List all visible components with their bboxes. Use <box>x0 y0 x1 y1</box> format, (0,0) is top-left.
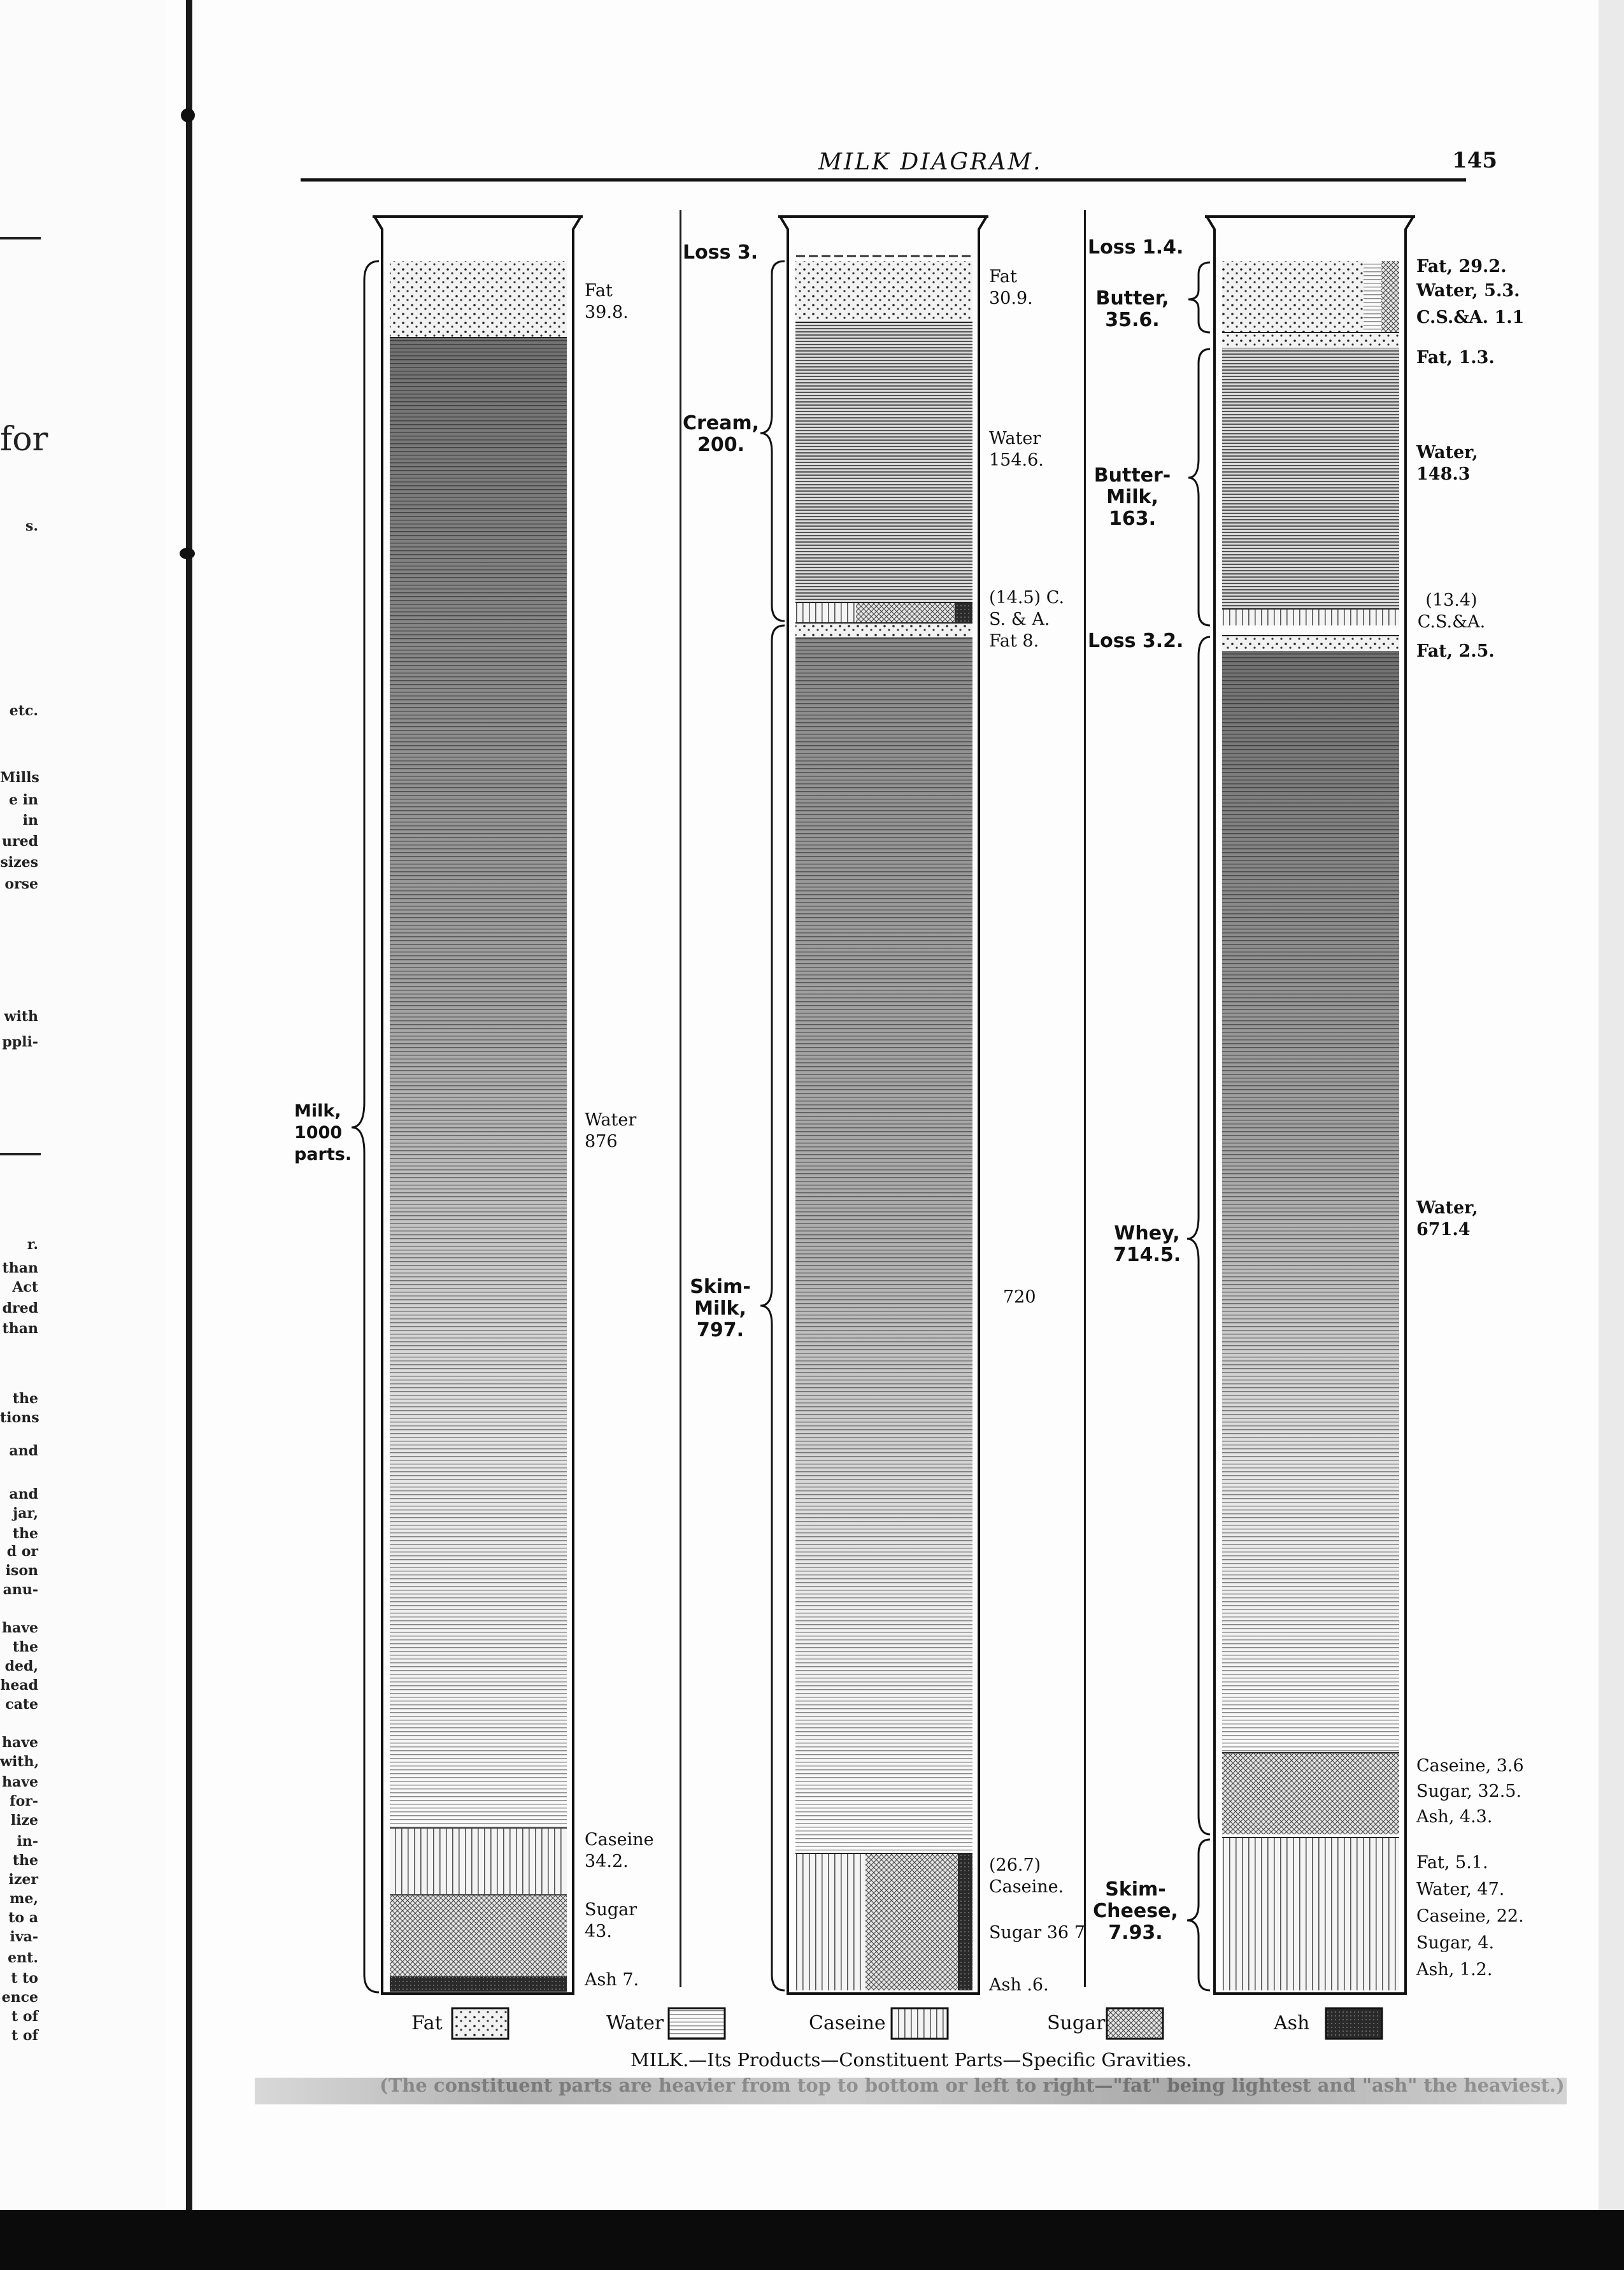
margin-text-fragment: s. <box>25 518 38 534</box>
scan-bottom-edge <box>0 2210 1624 2270</box>
legend-water-swatch <box>669 2008 725 2039</box>
milk-group-label: Milk, 1000 parts. <box>294 1101 352 1164</box>
skimcheese-ash-label: Ash, 1.2. <box>1416 1960 1493 1980</box>
butter-water-layer <box>1364 261 1381 332</box>
skimcheese-caseine-label: Caseine, 22. <box>1416 1906 1524 1926</box>
margin-text-fragment: for <box>0 420 48 459</box>
margin-text-fragment: t to <box>11 1970 38 1987</box>
margin-text-fragment: the <box>12 1639 38 1655</box>
margin-text-fragment: orse <box>4 876 38 892</box>
skim-fat-layer <box>795 623 972 637</box>
margin-text-fragment: lize <box>10 1812 38 1829</box>
legend-caseine-label: Caseine <box>809 2012 886 2034</box>
butter-fat-layer <box>1222 261 1364 332</box>
margin-text-fragment: ent. <box>8 1950 38 1966</box>
margin-text-fragment: me, <box>10 1890 38 1907</box>
margin-text-fragment: d or <box>6 1543 38 1560</box>
whey-brace <box>1187 637 1210 1834</box>
skim-group-label: Skim-Milk, 797. <box>690 1276 751 1341</box>
cream-ash-layer <box>955 603 972 623</box>
butter-csa-layer <box>1381 261 1399 332</box>
margin-text-fragment: anu- <box>3 1581 38 1598</box>
margin-text-fragment: e in <box>8 792 38 808</box>
milk-fat-layer <box>390 261 567 338</box>
buttermilk-fat-label: Fat, 1.3. <box>1416 348 1495 368</box>
margin-text-fragment: and <box>9 1486 38 1503</box>
margin-text-fragment: than <box>2 1260 38 1276</box>
butter-group-label: Butter, 35.6. <box>1095 287 1169 331</box>
whey-water-shading <box>1222 651 1399 1753</box>
margin-text-fragment: sizes <box>0 854 38 871</box>
buttermilk-water-layer <box>1222 348 1399 609</box>
butter-fat-label: Fat, 29.2. <box>1416 257 1507 276</box>
buttermilk-brace <box>1188 349 1210 625</box>
cream-fat-layer <box>795 261 972 322</box>
milk-water-label: Water 876 <box>585 1110 637 1152</box>
margin-text-fragment: cate <box>5 1696 38 1713</box>
buttermilk-water-label: Water, 148.3 <box>1416 443 1478 484</box>
cream-sugar-layer <box>856 603 955 623</box>
skim-water-shading <box>795 637 972 1853</box>
cream-csa-label: (14.5) C. S. & A. <box>989 588 1065 629</box>
margin-text-fragment: and <box>9 1443 38 1459</box>
margin-text-fragment: the <box>12 1525 38 1542</box>
skim-fat-label: Fat 8. <box>989 631 1039 651</box>
skim-caseine-label: (26.7) Caseine. <box>989 1855 1064 1897</box>
skimcheese-fat-label: Fat, 5.1. <box>1416 1853 1488 1873</box>
products-tube <box>1187 217 1415 1994</box>
margin-text-fragment: etc. <box>9 703 38 719</box>
skimcheese-group-label: Skim-Cheese, 7.93. <box>1093 1878 1178 1944</box>
cream-caseine-layer <box>795 603 856 623</box>
page-number: 145 <box>1452 148 1497 173</box>
skim-ash-label: Ash .6. <box>989 1975 1049 1995</box>
margin-text-fragment: dred <box>2 1300 38 1317</box>
margin-text-fragment: in- <box>17 1833 38 1850</box>
margin-text-fragment: have <box>1 1774 38 1790</box>
margin-text-fragment: ison <box>5 1562 38 1579</box>
milk-fat-label: Fat 39.8. <box>585 281 629 322</box>
skim-caseine-layer <box>795 1853 865 1990</box>
milk-sugar-label: Sugar 43. <box>585 1900 637 1941</box>
margin-text-fragment: ded, <box>4 1658 38 1674</box>
milk-caseine-label: Caseine 34.2. <box>585 1830 654 1871</box>
page-title: MILK DIAGRAM. <box>818 149 1043 175</box>
milk-ash-layer <box>390 1976 567 1992</box>
legend-water-label: Water <box>606 2012 664 2034</box>
milk-ash-label: Ash 7. <box>585 1970 639 1990</box>
legend-fat-swatch <box>452 2008 508 2039</box>
cream-water-label: Water 154.6. <box>989 429 1044 470</box>
skimcheese-water-label: Water, 47. <box>1416 1880 1505 1899</box>
margin-text-fragment: have <box>1 1734 38 1751</box>
butter-csa-label: C.S.&A. 1.1 <box>1416 308 1525 327</box>
whey-caseine-label: Caseine, 3.6 <box>1416 1756 1524 1776</box>
margin-text-fragment: have <box>1 1620 38 1636</box>
margin-text-fragment: t of <box>11 2008 38 2025</box>
margin-text-fragment: Mills <box>0 769 39 786</box>
buttermilk-loss-label: Loss 3.2. <box>1088 630 1184 652</box>
milk-caseine-layer <box>390 1828 567 1895</box>
margin-text-fragment: the <box>12 1852 38 1869</box>
margin-text-fragment: to a <box>8 1910 38 1926</box>
margin-text-fragment: in <box>22 812 38 829</box>
margin-text-fragment: ppli- <box>2 1034 38 1050</box>
legend-sugar-label: Sugar <box>1047 2012 1106 2034</box>
scan-artifact-bar <box>255 2078 1567 2104</box>
whey-fat-label: Fat, 2.5. <box>1416 641 1495 661</box>
cream-brace <box>760 261 785 621</box>
legend-fat-label: Fat <box>411 2012 443 2034</box>
milk-water-shading <box>390 338 567 1828</box>
buttermilk-csa-label: (13.4) C.S.&A. <box>1417 590 1486 632</box>
whey-fat-layer <box>1222 636 1399 651</box>
whey-group-label: Whey, 714.5. <box>1113 1222 1181 1266</box>
skim-ash-layer <box>958 1853 972 1990</box>
legend-sugar-swatch <box>1107 2008 1163 2039</box>
milk-brace <box>352 261 379 1992</box>
cream-skim-tube <box>760 217 988 1994</box>
margin-text-fragment: for- <box>10 1793 38 1810</box>
milk-tube <box>352 217 583 1994</box>
margin-text-fragment: with, <box>0 1753 39 1770</box>
margin-text-fragment: t of <box>11 2027 38 2044</box>
skimcheese-sugar-label: Sugar, 4. <box>1416 1933 1495 1953</box>
margin-text-fragment: the <box>12 1390 38 1407</box>
margin-text-fragment: tions <box>0 1410 39 1426</box>
whey-sugar-label: Sugar, 32.5. <box>1416 1781 1522 1801</box>
margin-text-fragment: Act <box>12 1279 38 1296</box>
margin-text-fragment: than <box>2 1320 38 1337</box>
whey-solids-layer <box>1222 1753 1399 1834</box>
butter-loss-label: Loss 1.4. <box>1088 236 1184 259</box>
margin-text-fragment: jar, <box>13 1505 38 1522</box>
margin-text-fragment: head <box>0 1677 38 1694</box>
legend-caseine-swatch <box>892 2008 948 2039</box>
milk-sugar-layer <box>390 1895 567 1976</box>
skim-brace <box>760 625 785 1990</box>
cream-loss-label: Loss 3. <box>683 241 759 264</box>
cream-fat-label: Fat 30.9. <box>989 267 1033 308</box>
figure-caption-title: MILK.—Its Products—Constituent Parts—Specific Gravities. <box>630 2049 1192 2071</box>
margin-text-fragment: with <box>4 1008 38 1025</box>
buttermilk-fat-layer <box>1222 332 1399 348</box>
butter-brace <box>1188 262 1210 332</box>
margin-text-fragment: iva- <box>10 1929 38 1945</box>
margin-text-fragment: ence <box>1 1989 38 2006</box>
column-divider <box>680 210 681 1987</box>
skimcheese-layer <box>1222 1838 1399 1990</box>
buttermilk-csa-layer <box>1222 609 1399 625</box>
cream-group-label: Cream, 200. <box>683 412 760 456</box>
butter-water-label: Water, 5.3. <box>1416 281 1520 301</box>
legend-ash-swatch <box>1326 2008 1382 2039</box>
skim-sugar-label: Sugar 36 7 <box>989 1923 1085 1943</box>
whey-ash-label: Ash, 4.3. <box>1416 1807 1493 1827</box>
buttermilk-group-label: Butter-Milk, 163. <box>1093 464 1171 530</box>
legend-ash-label: Ash <box>1274 2012 1310 2034</box>
margin-text-fragment: ured <box>2 833 38 850</box>
column-divider <box>1084 210 1086 1987</box>
skimcheese-brace <box>1187 1839 1210 1990</box>
skim-sugar-layer <box>865 1853 958 1990</box>
margin-text-fragment: r. <box>27 1236 38 1253</box>
cream-water-layer <box>795 322 972 603</box>
margin-text-fragment: izer <box>8 1871 38 1888</box>
whey-water-label: Water, 671.4 <box>1416 1198 1478 1239</box>
skim-water-label: 720 <box>1003 1287 1036 1307</box>
